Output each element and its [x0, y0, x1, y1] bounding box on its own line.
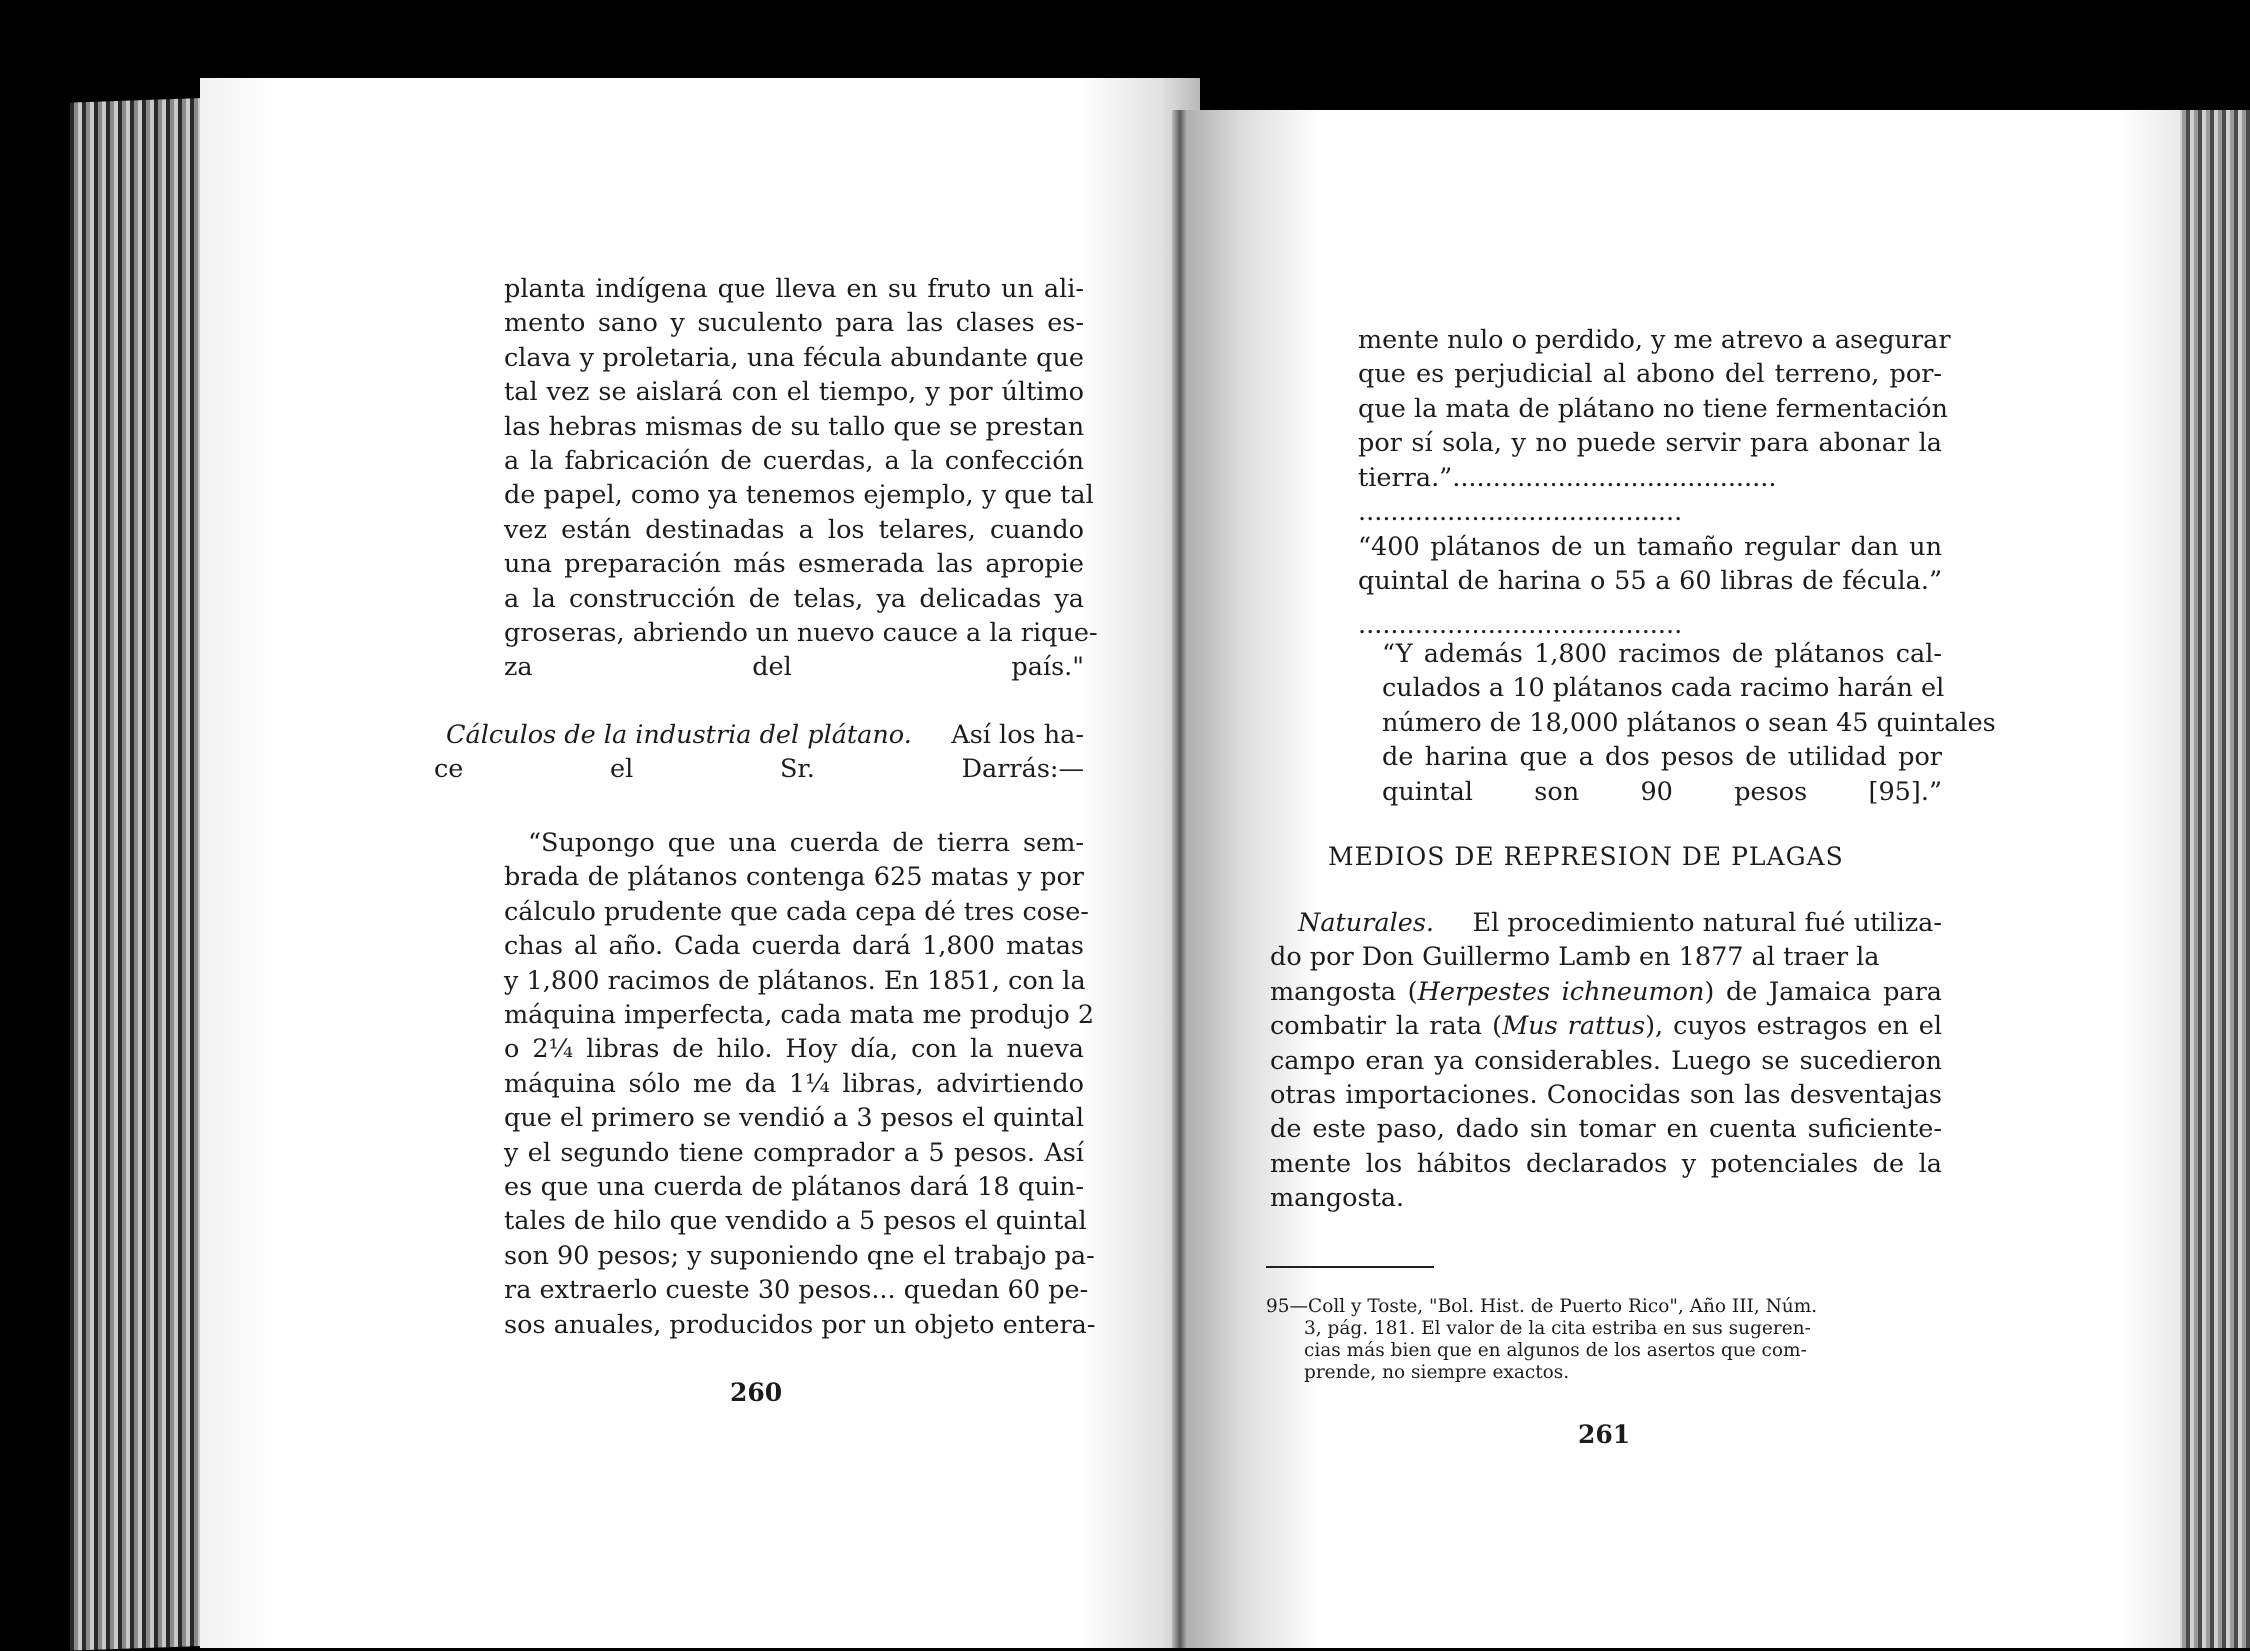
naturales-line2	[1270, 940, 1942, 974]
text-line: y el segundo tiene comprador a 5 pesos. Así	[504, 1137, 1084, 1168]
right-ademas-paragraph	[1358, 637, 1996, 809]
text-line: es que una cuerda de plátanos dará 18 quin-	[504, 1172, 1084, 1203]
naturales-label: Naturales.	[1298, 908, 1435, 938]
text-line: za del país."	[504, 652, 1084, 683]
section-line1-rest: Así los ha-	[951, 720, 1084, 750]
section-first-line	[446, 718, 1084, 752]
dot-line-2: ........................................	[1358, 610, 1683, 640]
text-line: culados a 10 plátanos cada racimo harán el	[1382, 673, 1945, 704]
text-line: planta indígena que lleva en su fruto un ali-	[504, 274, 1084, 304]
text-line: brada de plátanos contenga 625 matas y por	[504, 862, 1084, 893]
text-line: o 2¼ libras de hilo. Hoy día, con la nueva	[504, 1034, 1084, 1065]
text-line: de harina que a dos pesos de utilidad por	[1382, 742, 1942, 773]
text-line: que es perjudicial al abono del terreno, por-	[1358, 359, 1942, 390]
footnote-rule	[1266, 1266, 1434, 1268]
text-line: tales de hilo que vendido a 5 pesos el quintal	[504, 1206, 1087, 1237]
left-section-paragraph	[434, 718, 1084, 787]
text-line: de este paso, dado sin tomar en cuenta suficiente-	[1270, 1114, 1942, 1145]
naturales-line1	[1270, 906, 1942, 940]
footnote-95	[1266, 1296, 1932, 1384]
tierra-text: tierra.”	[1358, 463, 1453, 493]
naturales-rest-lines	[1270, 1044, 1942, 1216]
naturales-line4	[1270, 1009, 1942, 1043]
right-top-paragraph	[1358, 323, 1951, 461]
footnote-line: cias más bien que en algunos de los asertos que com-	[1304, 1340, 1807, 1361]
line4-a: combatir la rata (	[1270, 1011, 1503, 1042]
footnote-line: 3, pág. 181. El valor de la cita estriba en sus sugeren-	[1304, 1318, 1811, 1339]
text-line: que el primero se vendió a 3 pesos el quintal	[504, 1103, 1084, 1134]
text-line: son 90 pesos; y suponiendo qne el trabajo pa-	[504, 1240, 1095, 1271]
text-line: “Supongo que una cuerda de tierra sem-	[528, 828, 1084, 858]
text-line: quintal son 90 pesos [95].”	[1382, 776, 1942, 807]
text-line: que la mata de plátano no tiene fermentación	[1358, 393, 1948, 424]
text-line: campo eran ya considerables. Luego se sucedieron	[1270, 1045, 1942, 1076]
text-line: las hebras mismas de su tallo que se prestan	[504, 411, 1085, 442]
page-number-left: 260	[730, 1378, 783, 1407]
right-dots-block-1	[1358, 461, 1942, 530]
text-line: cálculo prudente que cada cepa dé tres cose-	[504, 896, 1089, 927]
line3-b: ) de Jamaica para	[1704, 976, 1942, 1007]
line3-a: mangosta (	[1270, 976, 1418, 1007]
naturales-line3	[1270, 975, 1942, 1009]
text-line: vez están destinadas a los telares, cuando	[504, 514, 1084, 545]
text-line: máquina sólo me da 1¼ libras, advirtiendo	[504, 1068, 1084, 1099]
section-title: Cálculos de la industria del plátano.	[446, 720, 912, 750]
species-herpestes: Herpestes ichneumon	[1417, 976, 1705, 1007]
text-line: quintal de harina o 55 a 60 libras de fécula.”	[1358, 566, 1942, 597]
line-tierra	[1358, 461, 1942, 495]
naturales-line2-text: do por Don Guillermo Lamb en 1877 al traer la	[1270, 942, 1880, 973]
left-page-edges	[70, 97, 220, 1650]
text-line: mente nulo o perdido, y me atrevo a asegurar	[1358, 325, 1951, 355]
section-line2: ce el Sr. Darrás:—	[434, 754, 1084, 785]
left-top-paragraph	[504, 272, 1098, 685]
footnote-line: 95—Coll y Toste, "Bol. Hist. de Puerto Rico", Año III, Núm.	[1266, 1296, 1818, 1317]
text-line: otras importaciones. Conocidas son las desventajas	[1270, 1080, 1942, 1111]
text-line: “400 plátanos de un tamaño regular dan un	[1358, 532, 1942, 562]
section-heading-plagas: MEDIOS DE REPRESION DE PLAGAS	[1328, 842, 1844, 871]
text-line: chas al año. Cada cuerda dará 1,800 matas	[504, 931, 1084, 962]
text-line: clava y proletaria, una fécula abundante que	[504, 342, 1084, 373]
text-line: de papel, como ya tenemos ejemplo, y que tal	[504, 480, 1094, 511]
text-line: mente los hábitos declarados y potenciales de la	[1270, 1148, 1942, 1179]
left-quote-paragraph	[504, 826, 1096, 1342]
text-line: número de 18,000 plátanos o sean 45 quintales	[1382, 707, 1996, 738]
right-naturales-paragraph	[1270, 906, 1942, 1216]
text-line: tal vez se aislará con el tiempo, y por último	[504, 377, 1084, 408]
dot-line: ........................................	[1358, 497, 1683, 528]
text-line: groseras, abriendo un nuevo cauce a la rique-	[504, 618, 1098, 649]
line4-b: ), cuyos estragos en el	[1645, 1011, 1942, 1042]
text-line: sos anuales, producidos por un objeto entera-	[504, 1309, 1096, 1340]
text-line: y 1,800 racimos de plátanos. En 1851, con la	[504, 965, 1086, 996]
text-line: por sí sola, y no puede servir para abonar la	[1358, 428, 1942, 459]
text-line: mento sano y suculento para las clases es-	[504, 308, 1084, 339]
naturales-line1-rest: El procedimiento natural fué utiliza-	[1472, 908, 1942, 938]
book-gutter	[1172, 110, 1188, 1648]
text-line: a la construcción de telas, ya delicadas ya	[504, 583, 1084, 614]
text-line: a la fabricación de cuerdas, a la confección	[504, 446, 1084, 477]
footnote-line: prende, no siempre exactos.	[1304, 1362, 1570, 1383]
text-line: “Y además 1,800 racimos de plátanos cal-	[1382, 639, 1942, 669]
dot-leader: ........................................	[1452, 463, 1777, 493]
right-400-paragraph	[1358, 530, 1942, 599]
text-line: mangosta.	[1270, 1183, 1405, 1214]
text-line: ra extraerlo cueste 30 pesos... quedan 60 pe-	[504, 1275, 1089, 1306]
species-mus: Mus rattus	[1502, 1011, 1646, 1042]
page-number-right: 261	[1578, 1420, 1631, 1449]
text-line: una preparación más esmerada las apropie	[504, 549, 1084, 580]
text-line: máquina imperfecta, cada mata me produjo 2	[504, 1000, 1095, 1031]
